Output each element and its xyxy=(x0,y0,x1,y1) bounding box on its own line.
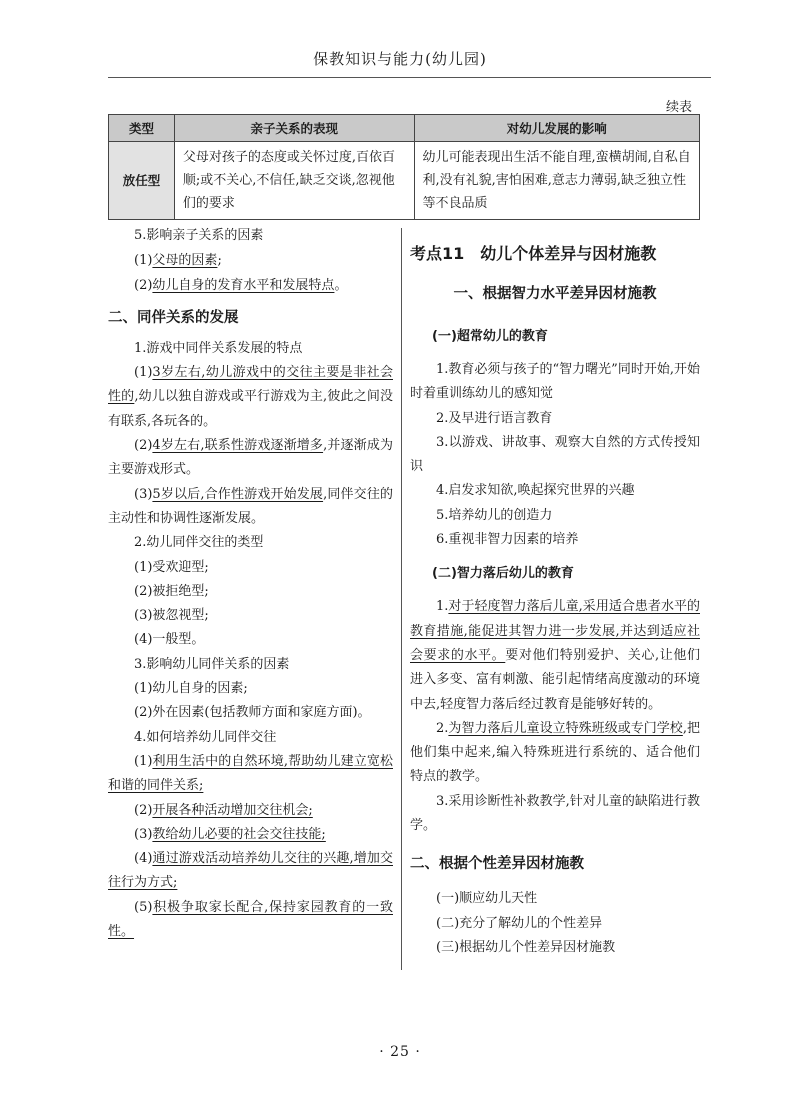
section-heading: 一、根据智力水平差异因材施教 xyxy=(453,286,657,302)
table-cell-effect: 幼儿可能表现出生活不能自理,蛮横胡闹,自私自利,没有礼貌,害怕困难,意志力薄弱,缺乏独立性等不良品质 xyxy=(414,142,700,220)
paragraph: 6.重视非智力因素的培养 xyxy=(436,532,579,548)
paragraph: 4.启发求知欲,唤起探究世界的兴趣 xyxy=(436,483,635,499)
underlined-text: 5岁以后,合作性游戏开始发展 xyxy=(152,486,324,502)
underlined-text: 通过游戏活动培养幼儿交往的兴趣,增加交往行为方式; xyxy=(108,851,393,891)
paragraph: (3)被忽视型; xyxy=(134,608,209,624)
paragraph xyxy=(108,896,393,945)
paragraph xyxy=(108,799,393,823)
paragraph xyxy=(108,361,393,434)
text: (1) xyxy=(134,365,153,381)
paragraph xyxy=(108,249,393,273)
paragraph: (2)被拒绝型; xyxy=(134,583,209,599)
paragraph: (二)充分了解幼儿的个性差异 xyxy=(436,915,603,931)
text: (2) xyxy=(134,802,153,818)
paragraph xyxy=(108,847,393,896)
underlined-text: 积极争取家长配合,保持家园教育的一致性。 xyxy=(108,899,393,940)
page-number: · 25 · xyxy=(379,1044,421,1060)
paragraph xyxy=(410,595,700,716)
paragraph: 5.影响亲子关系的因素 xyxy=(134,228,264,243)
paragraph xyxy=(108,750,393,799)
text: ,同伴交往的主动性和协调性逐渐发展。 xyxy=(108,486,393,526)
running-header: 保教知识与能力(幼儿园) xyxy=(313,50,487,68)
paragraph: (三)根据幼儿个性差异因材施教 xyxy=(436,939,616,955)
paragraph xyxy=(108,274,393,298)
text: 要对他们特别爱护、关心,让他们进入多变、富有刺激、能引起情绪高度激动的环境中去,轻度智力落后经过教育是能够好转的。 xyxy=(410,647,700,712)
paragraph: (2)外在因素(包括教师方面和家庭方面)。 xyxy=(134,705,371,721)
header-rule xyxy=(108,77,711,78)
kaodian-heading: 考点11 幼儿个体差异与因材施教 xyxy=(410,244,657,263)
paragraph xyxy=(410,717,700,790)
table-header-row xyxy=(109,115,700,142)
text: (1) xyxy=(134,753,153,769)
paragraph: 3.采用诊断性补救教学,针对儿童的缺陷进行教学。 xyxy=(410,793,700,834)
paragraph: 4.如何培养幼儿同伴交往 xyxy=(134,729,277,745)
text: (3) xyxy=(134,486,153,502)
text: 2. xyxy=(436,720,449,736)
paragraph: (4)一般型。 xyxy=(134,632,205,648)
underlined-text: 幼儿自身的发育水平和发展特点 xyxy=(152,277,335,293)
underlined-text: 为智力落后儿童设立特殊班级或专门学校 xyxy=(448,720,683,736)
table-cell-manifestation: 父母对孩子的态度或关怀过度,百依百顺;或不关心,不信任,缺乏交谈,忽视他们的要求 xyxy=(174,142,414,220)
subsection-heading: (一)超常幼儿的教育 xyxy=(432,329,548,344)
paragraph: 1.游戏中同伴关系发展的特点 xyxy=(134,340,303,356)
paragraph: 2.及早进行语言教育 xyxy=(436,410,553,426)
paragraph xyxy=(108,483,393,532)
table-header-effect: 对幼儿发展的影响 xyxy=(414,115,700,142)
paragraph: 5.培养幼儿的创造力 xyxy=(436,507,553,523)
section-heading: 二、根据个性差异因材施教 xyxy=(410,856,584,873)
text: (3) xyxy=(134,826,153,842)
text: ,并逐渐成为主要游戏形式。 xyxy=(108,438,393,478)
text: (1) xyxy=(134,252,153,268)
paragraph: 3.以游戏、讲故事、观察大自然的方式传授知识 xyxy=(410,434,700,475)
column-divider xyxy=(401,228,402,970)
text: ; xyxy=(217,252,222,268)
underlined-text: 3岁左右,幼儿游戏中的交往主要是非社会性的 xyxy=(108,365,393,405)
table-row xyxy=(109,142,700,220)
paragraph: 3.影响幼儿同伴关系的因素 xyxy=(134,656,290,672)
underlined-text: 利用生活中的自然环境,帮助幼儿建立宽松和谐的同伴关系; xyxy=(108,753,393,794)
underlined-text: 4岁左右,联系性游戏逐渐增多 xyxy=(152,438,324,454)
text: (2) xyxy=(134,438,153,454)
right-column xyxy=(410,241,700,960)
text: (5) xyxy=(134,899,153,915)
paragraph xyxy=(108,823,393,847)
text: ,幼儿以独自游戏或平行游戏为主,彼此之间没有联系,各玩各的。 xyxy=(108,389,393,429)
text: (2) xyxy=(134,277,153,293)
subsection-heading: (二)智力落后幼儿的教育 xyxy=(432,566,574,582)
underlined-text: 教给幼儿必要的社会交往技能; xyxy=(152,826,326,842)
parent-child-relation-table xyxy=(108,114,700,220)
underlined-text: 对于轻度智力落后儿童,采用适合患者水平的教育措施,能促进其智力进一步发展,并达到适应社会要求的水平。 xyxy=(410,599,700,663)
table-header-manifestation: 亲子关系的表现 xyxy=(174,115,414,142)
paragraph: 2.幼儿同伴交往的类型 xyxy=(134,535,264,551)
table-cell-type: 放任型 xyxy=(109,142,175,220)
table-header-type: 类型 xyxy=(109,115,175,142)
text: 1. xyxy=(436,599,449,615)
paragraph: 1.教育必须与孩子的“智力曙光”同时开始,开始时着重训练幼儿的感知觉 xyxy=(410,362,700,402)
continued-label: 续表 xyxy=(665,100,692,115)
text: 。 xyxy=(334,277,348,293)
underlined-text: 父母的因素 xyxy=(152,252,218,268)
paragraph xyxy=(108,434,393,483)
text: ,把他们集中起来,编入特殊班进行系统的、适合他们特点的教学。 xyxy=(410,720,700,785)
left-column xyxy=(108,224,393,944)
paragraph: (一)顺应幼儿天性 xyxy=(436,891,538,907)
underlined-text: 开展各种活动增加交往机会; xyxy=(152,802,313,818)
section-heading: 二、同伴关系的发展 xyxy=(108,309,239,326)
paragraph: (1)幼儿自身的因素; xyxy=(134,681,248,697)
text: (4) xyxy=(134,851,153,867)
paragraph: (1)受欢迎型; xyxy=(134,559,209,575)
